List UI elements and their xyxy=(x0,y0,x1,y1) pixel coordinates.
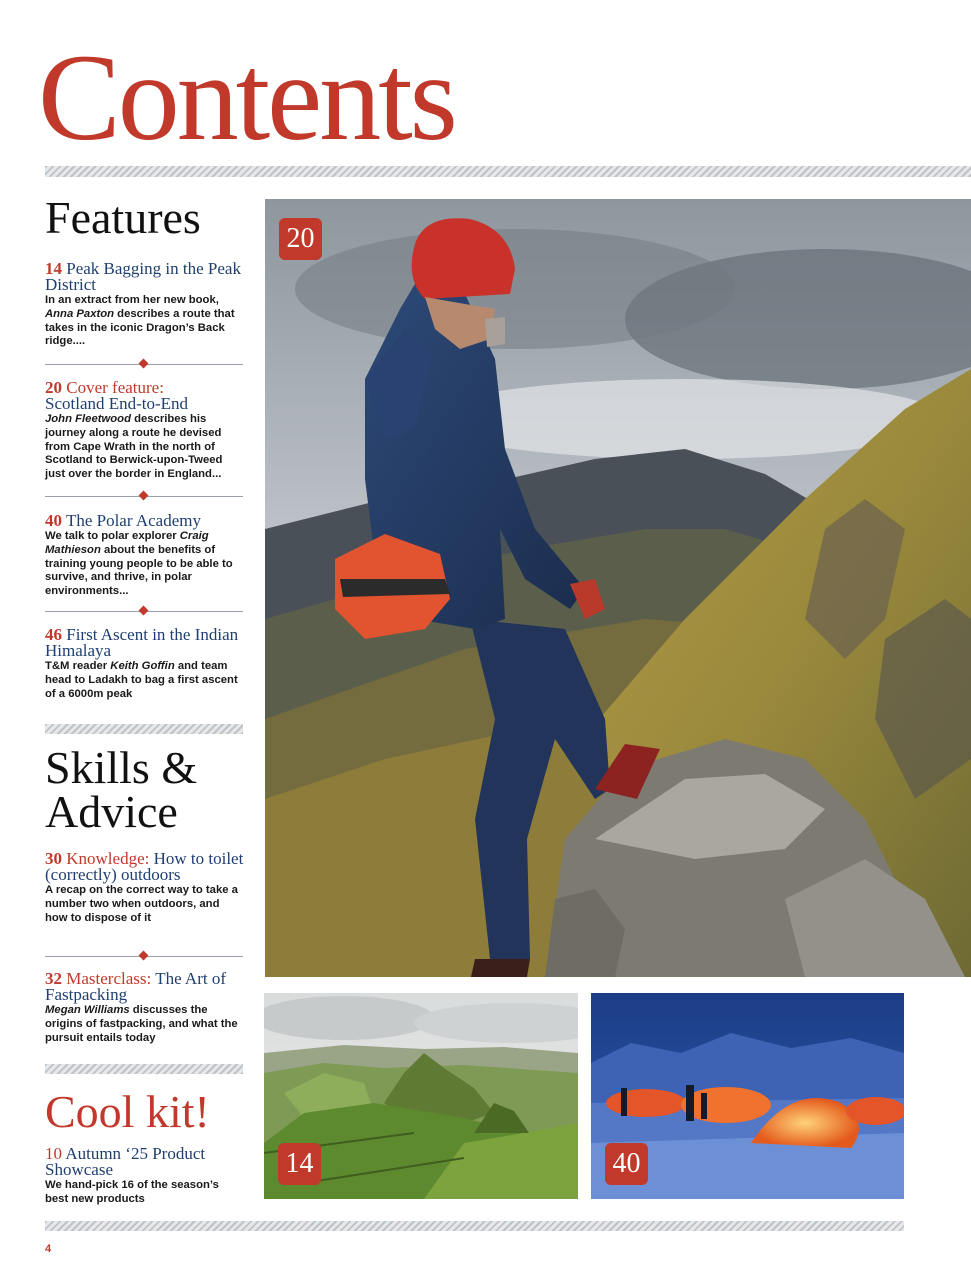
photo-peak-district[interactable] xyxy=(264,993,578,1199)
item-desc-text: describes his journey along a route he devised from Cape Wrath in the north of Scotland to Berwick-upon-Tweed just over the border in England... xyxy=(45,413,223,481)
main-photo-hiker[interactable] xyxy=(265,199,971,977)
photo-page-badge[interactable]: 20 xyxy=(279,218,322,260)
item-prefix: Cover feature: xyxy=(66,378,164,397)
diamond-icon xyxy=(139,606,149,616)
item-title: Peak Bagging in the Peak District xyxy=(45,259,241,294)
feature-item-46[interactable] xyxy=(45,627,245,701)
kit-item-10[interactable] xyxy=(45,1146,240,1207)
item-title: Autumn ‘25 Product Showcase xyxy=(45,1144,206,1179)
feature-item-14[interactable] xyxy=(45,261,245,349)
feature-item-40[interactable] xyxy=(45,513,245,599)
diamond-icon xyxy=(139,359,149,369)
skills-item-30[interactable] xyxy=(45,851,245,925)
hiker-illustration xyxy=(265,199,971,977)
diamond-icon xyxy=(139,491,149,501)
item-page-number: 10 xyxy=(45,1144,62,1163)
page-title: Contents xyxy=(38,29,455,166)
section-rule xyxy=(45,724,243,734)
divider xyxy=(45,364,243,365)
item-author: Anna Paxton xyxy=(45,307,115,320)
divider xyxy=(45,496,243,497)
skills-item-32[interactable] xyxy=(45,971,245,1045)
photo-page-badge[interactable]: 14 xyxy=(278,1143,321,1185)
item-page-number: 32 xyxy=(45,969,62,988)
item-prefix: Knowledge: xyxy=(66,849,150,868)
item-desc-text: We talk to polar explorer xyxy=(45,530,180,542)
item-title: Scotland End-to-End xyxy=(45,394,189,413)
footer-rule xyxy=(45,1221,904,1231)
item-page-number: 40 xyxy=(45,511,62,530)
divider xyxy=(45,956,243,957)
item-title: The Art of Fastpacking xyxy=(45,969,227,1004)
photo-polar-camp[interactable] xyxy=(591,993,904,1199)
feature-item-20[interactable] xyxy=(45,380,245,482)
item-desc-text: In an extract from her new book, xyxy=(45,294,219,306)
item-title: How to toilet (correctly) outdoors xyxy=(45,849,244,884)
kit-heading: Cool kit! xyxy=(45,1086,210,1137)
page-number: 4 xyxy=(45,1243,52,1255)
diamond-icon xyxy=(139,951,149,961)
item-author: Keith Goffin xyxy=(110,660,175,672)
divider xyxy=(45,611,243,612)
item-desc-text: describes a route that takes in the iconic Dragon’s Back ridge.... xyxy=(45,307,235,348)
item-page-number: 30 xyxy=(45,849,62,868)
item-prefix: Masterclass: xyxy=(66,969,152,988)
photo-page-badge[interactable]: 40 xyxy=(605,1143,648,1185)
item-page-number: 20 xyxy=(45,378,62,397)
item-title: First Ascent in the Indian Himalaya xyxy=(45,625,239,660)
item-desc-text: about the benefits of training young people to be able to survive, and thrive, in polar environments... xyxy=(45,543,233,598)
features-heading: Features xyxy=(45,192,201,243)
item-author: John Fleetwood xyxy=(45,413,131,425)
item-desc-text: and team head to Ladakh to bag a first ascent of a 6000m peak xyxy=(45,660,238,700)
item-page-number: 46 xyxy=(45,625,62,644)
item-desc-text: We hand-pick 16 of the season’s best new products xyxy=(45,1179,219,1205)
section-rule xyxy=(45,1064,243,1074)
skills-heading: Skills & Advice xyxy=(45,742,198,837)
item-title: The Polar Academy xyxy=(65,511,201,530)
item-author: Megan Williams xyxy=(45,1004,130,1016)
item-author: Craig Mathieson xyxy=(45,530,209,556)
item-desc-text: T&M reader xyxy=(45,660,111,672)
item-desc-text: discusses the origins of fastpacking, and what the pursuit entails today xyxy=(45,1004,238,1044)
title-rule xyxy=(45,166,971,177)
item-page-number: 14 xyxy=(45,259,62,278)
item-desc-text: A recap on the correct way to take a number two when outdoors, and how to dispose of it xyxy=(45,884,238,924)
